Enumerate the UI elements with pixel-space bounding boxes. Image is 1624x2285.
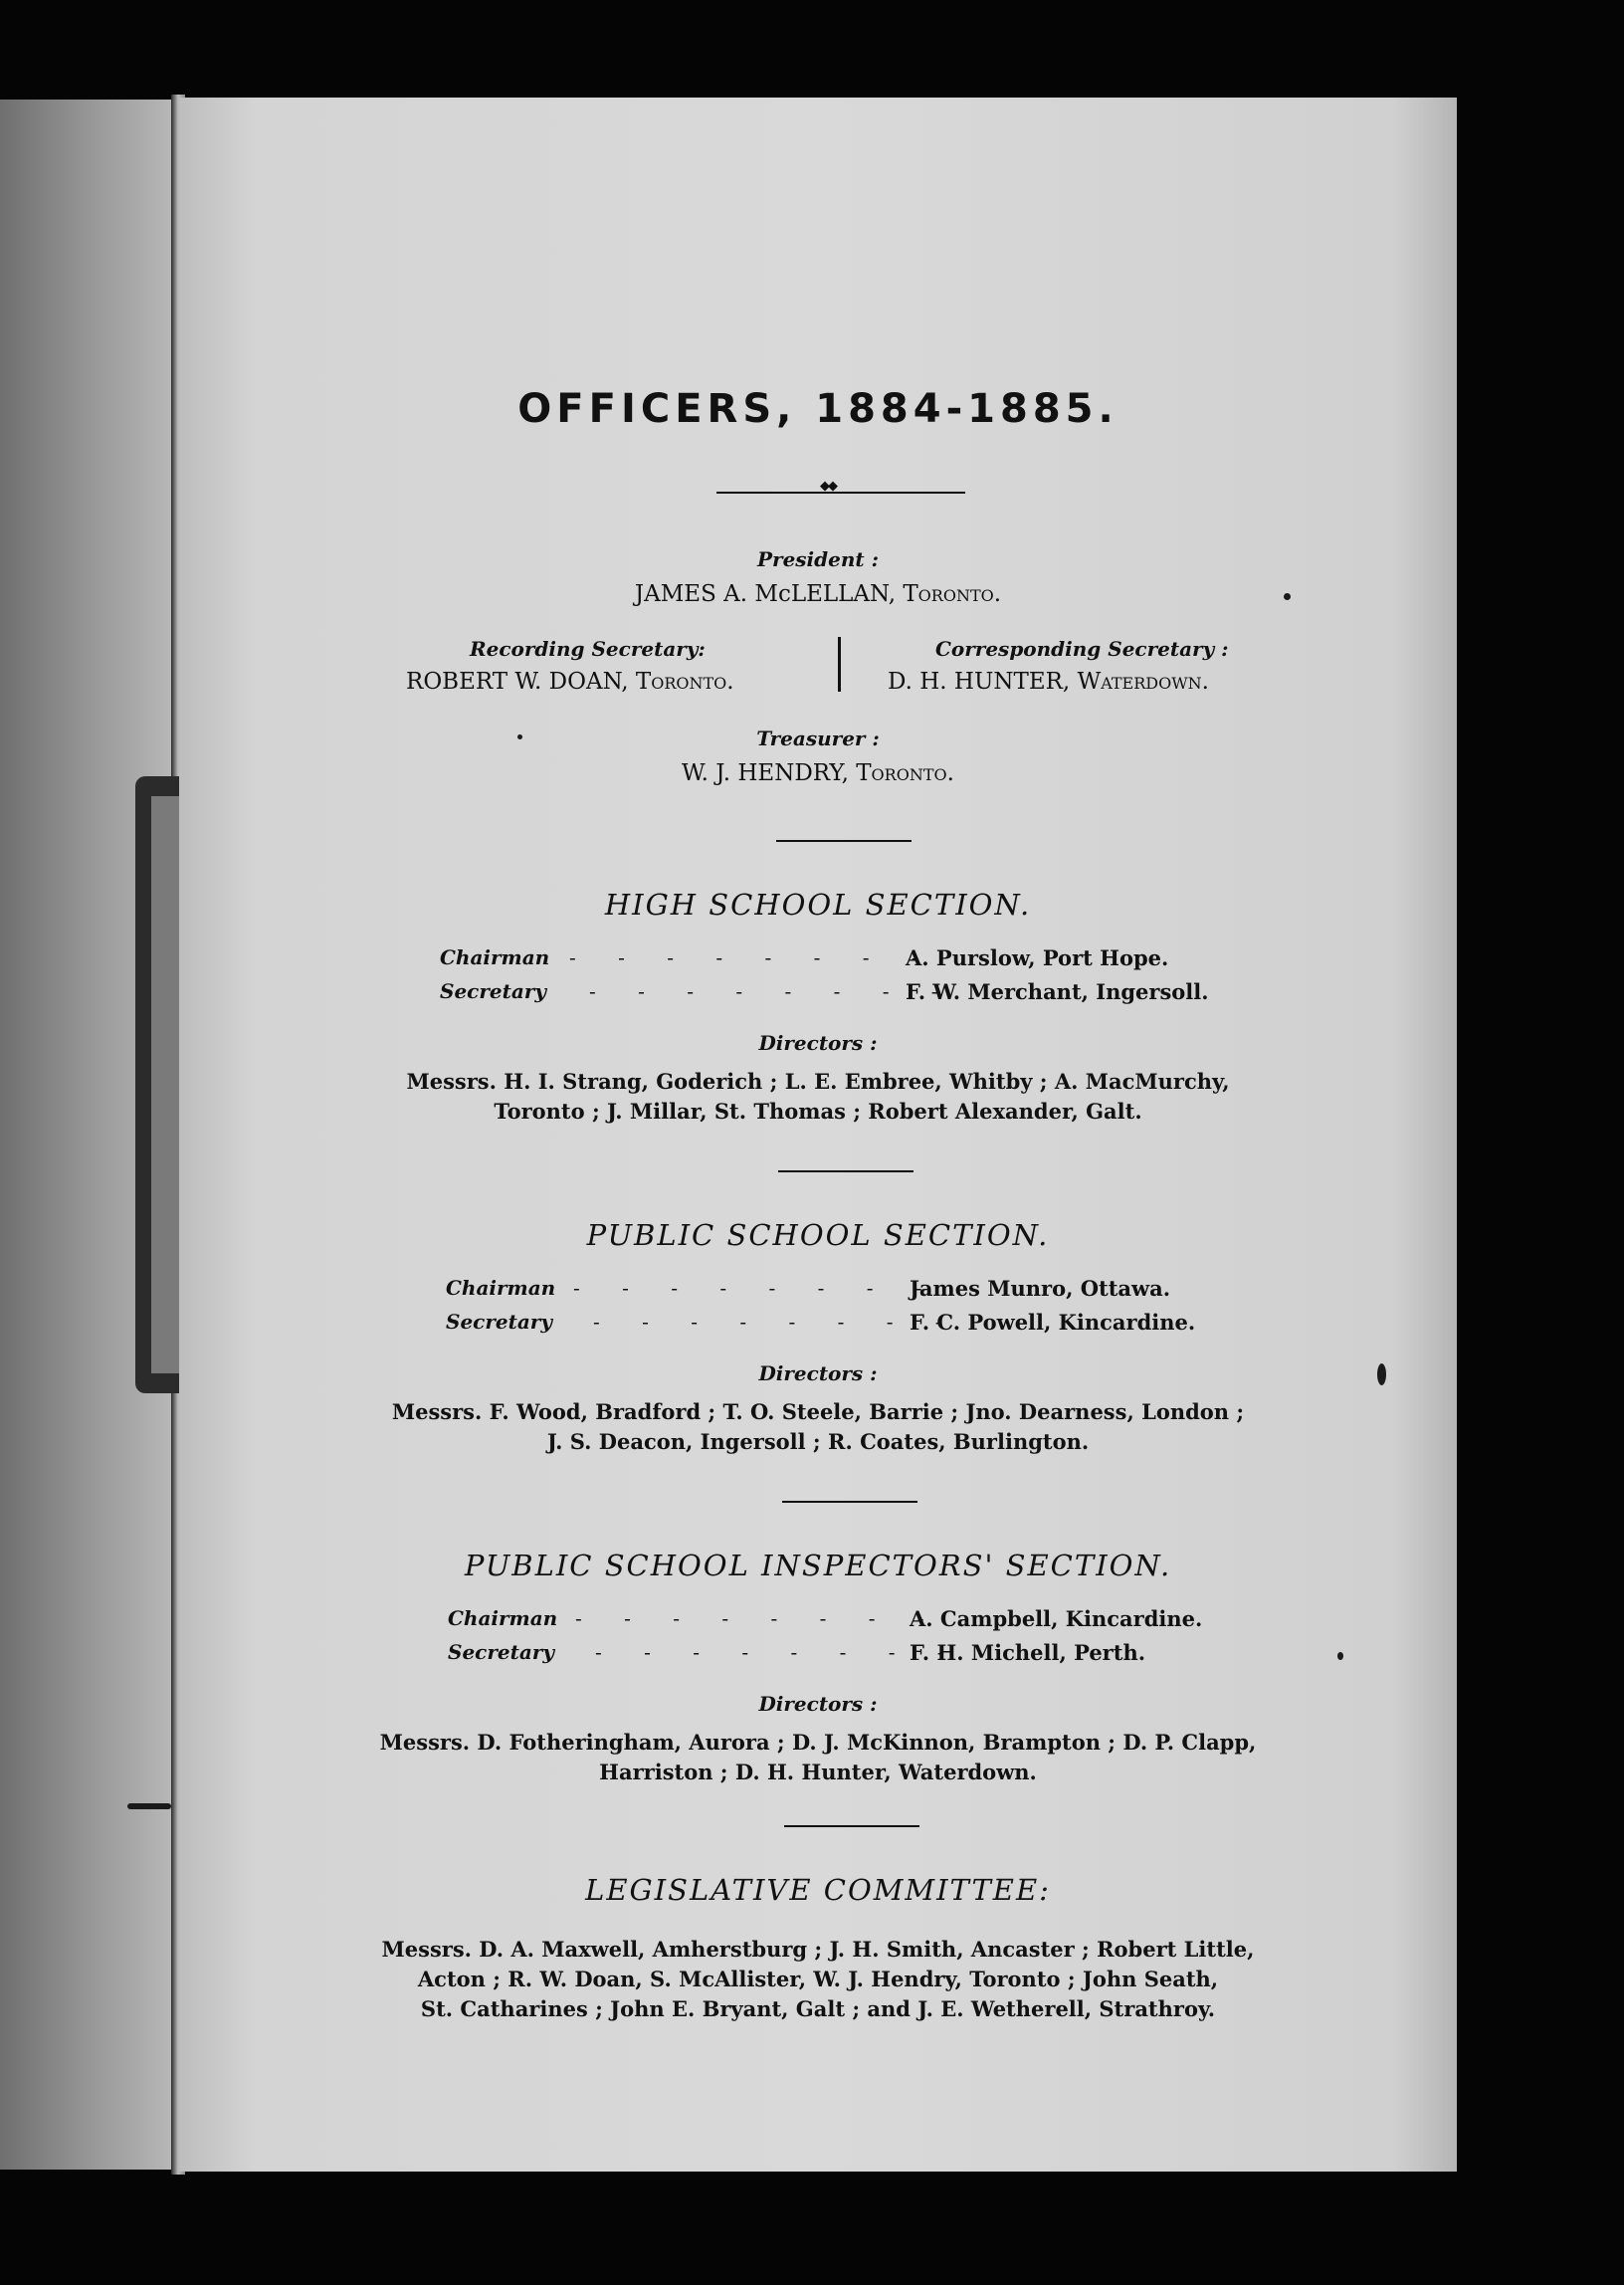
- leader-dots: - - - - - - - -: [595, 1640, 962, 1664]
- divider-rule: [776, 840, 912, 842]
- section-heading-legislative: LEGISLATIVE COMMITTEE:: [585, 1873, 1051, 1907]
- recording-secretary-label: Recording Secretary:: [470, 637, 706, 661]
- president-name: JAMES A. McLELLAN,: [634, 581, 897, 607]
- directors-line: Messrs. F. Wood, Bradford ; T. O. Steele, Barrie ; Jno. Dearness, London ;: [391, 1399, 1245, 1424]
- chairman-name: A. Campbell, Kincardine.: [910, 1606, 1203, 1631]
- scan-speck: [1337, 1652, 1343, 1660]
- section-heading-inspectors: PUBLIC SCHOOL INSPECTORS' SECTION.: [464, 1549, 1172, 1582]
- secretary-name: F. W. Merchant, Ingersoll.: [906, 979, 1209, 1004]
- page-title: OFFICERS, 1884-1885.: [517, 386, 1118, 432]
- secretary-label: Secretary: [448, 1640, 554, 1664]
- legislative-members: [179, 1935, 1457, 2024]
- officer-row-secretary: [179, 1310, 1457, 1340]
- president-label: President :: [757, 547, 879, 571]
- secretary-name: F. C. Powell, Kincardine.: [910, 1310, 1196, 1335]
- section-heading-public-school: PUBLIC SCHOOL SECTION.: [586, 1218, 1050, 1252]
- treasurer-place: Toronto.: [856, 760, 954, 786]
- leader-dots: - - - - - - - -: [569, 945, 936, 969]
- chairman-name: James Munro, Ottawa.: [910, 1276, 1171, 1301]
- scan-speck: [517, 734, 522, 739]
- directors-list: [179, 1397, 1457, 1457]
- divider-rule: [784, 1825, 919, 1827]
- directors-line: Harriston ; D. H. Hunter, Waterdown.: [599, 1760, 1037, 1784]
- president-entry: [179, 581, 1457, 607]
- directors-line: Toronto ; J. Millar, St. Thomas ; Robert Alexander, Galt.: [494, 1099, 1142, 1124]
- members-line: Messrs. D. A. Maxwell, Amherstburg ; J. H. Smith, Ancaster ; Robert Little,: [381, 1937, 1255, 1962]
- section-heading-high-school: HIGH SCHOOL SECTION.: [604, 888, 1032, 922]
- divider-rule: [782, 1501, 917, 1503]
- page-content: [179, 98, 1457, 2172]
- directors-list: [179, 1067, 1457, 1127]
- chairman-label: Chairman: [446, 1276, 556, 1300]
- leader-dots: - - - - - - - -: [589, 979, 956, 1003]
- directors-line: J. S. Deacon, Ingersoll ; R. Coates, Burlington.: [546, 1429, 1090, 1454]
- officer-row-chairman: [179, 1276, 1457, 1306]
- directors-label: Directors :: [758, 1361, 878, 1385]
- treasurer-entry: [179, 760, 1457, 786]
- chairman-label: Chairman: [440, 945, 550, 969]
- directors-label: Directors :: [758, 1031, 878, 1055]
- corresponding-secretary-place: Waterdown.: [1077, 669, 1209, 695]
- corresponding-secretary-label: Corresponding Secretary :: [935, 637, 1229, 661]
- officer-row-secretary: [179, 1640, 1457, 1670]
- scan-speck: [127, 1803, 171, 1809]
- recording-secretary-place: Toronto.: [635, 669, 734, 695]
- treasurer-name: W. J. HENDRY,: [682, 760, 849, 786]
- recording-secretary-entry: [406, 669, 734, 695]
- officer-row-chairman: [179, 945, 1457, 975]
- recording-secretary-name: ROBERT W. DOAN,: [406, 669, 629, 695]
- secretary-label: Secretary: [446, 1310, 552, 1334]
- chairman-label: Chairman: [448, 1606, 558, 1630]
- leader-dots: - - - - - - - -: [593, 1310, 960, 1334]
- secretaries-divider: [838, 637, 841, 692]
- leader-dots: - - - - - - - -: [573, 1276, 940, 1300]
- members-line: Acton ; R. W. Doan, S. McAllister, W. J. Hendry, Toronto ; John Seath,: [417, 1967, 1219, 1991]
- scan-speck: [1377, 1363, 1386, 1385]
- directors-label: Directors :: [758, 1692, 878, 1716]
- leader-dots: - - - - - - - -: [575, 1606, 942, 1630]
- president-place: Toronto.: [903, 581, 1002, 607]
- treasurer-label: Treasurer :: [756, 727, 880, 750]
- title-ornament: [716, 488, 965, 498]
- scan-speck: [1284, 593, 1291, 600]
- directors-line: Messrs. D. Fotheringham, Aurora ; D. J. McKinnon, Brampton ; D. P. Clapp,: [379, 1730, 1257, 1755]
- secretary-label: Secretary: [440, 979, 546, 1003]
- officer-row-secretary: [179, 979, 1457, 1009]
- secretary-name: F. H. Michell, Perth.: [910, 1640, 1146, 1665]
- officer-row-chairman: [179, 1606, 1457, 1636]
- divider-rule: [778, 1170, 914, 1172]
- directors-list: [179, 1728, 1457, 1787]
- corresponding-secretary-entry: [888, 669, 1209, 695]
- chairman-name: A. Purslow, Port Hope.: [906, 945, 1169, 970]
- members-line: St. Catharines ; John E. Bryant, Galt ; and J. E. Wetherell, Strathroy.: [420, 1996, 1216, 2021]
- corresponding-secretary-name: D. H. HUNTER,: [888, 669, 1071, 695]
- directors-line: Messrs. H. I. Strang, Goderich ; L. E. Embree, Whitby ; A. MacMurchy,: [406, 1069, 1230, 1094]
